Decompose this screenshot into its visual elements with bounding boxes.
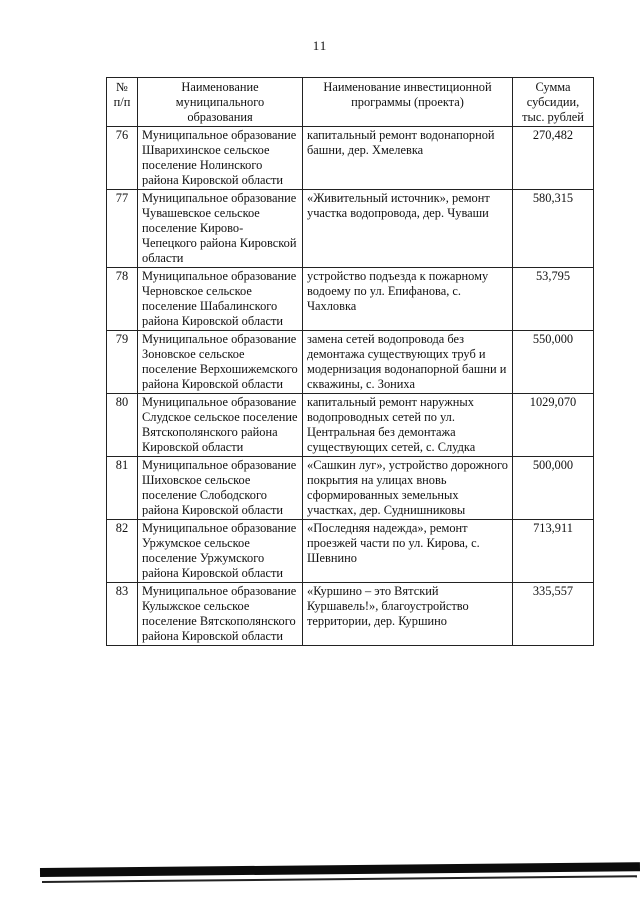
table-row	[107, 520, 594, 583]
scan-edge-line	[42, 875, 637, 883]
municipality-cell: Муниципальное образование Уржумское сельское поселение Уржумского района Кировской области	[138, 520, 303, 583]
row-number: 77	[107, 190, 138, 268]
municipality-cell: Муниципальное образование Зоновское сельское поселение Верхошижемского района Кировской области	[138, 331, 303, 394]
program-cell: устройство подъезда к пожарному водоему по ул. Епифанова, с. Чахловка	[303, 268, 513, 331]
municipality-cell: Муниципальное образование Шиховское сельское поселение Слободского района Кировской области	[138, 457, 303, 520]
header-number: № п/п	[107, 78, 138, 127]
table-row	[107, 457, 594, 520]
table-row	[107, 394, 594, 457]
table-row	[107, 331, 594, 394]
table-row	[107, 190, 594, 268]
row-number: 83	[107, 583, 138, 646]
sum-cell: 53,795	[513, 268, 594, 331]
program-cell: «Последняя надежда», ремонт проезжей части по ул. Кирова, с. Шевнино	[303, 520, 513, 583]
subsidy-table	[106, 77, 594, 646]
program-cell: «Сашкин луг», устройство дорожного покрытия на улицах вновь сформированных земельных участках, дер. Суднишниковы	[303, 457, 513, 520]
table-row	[107, 127, 594, 190]
table-row	[107, 583, 594, 646]
sum-cell: 335,557	[513, 583, 594, 646]
header-municipality: Наименование муниципального образования	[138, 78, 303, 127]
row-number: 78	[107, 268, 138, 331]
municipality-cell: Муниципальное образование Шварихинское сельское поселение Нолинского района Кировской области	[138, 127, 303, 190]
row-number: 80	[107, 394, 138, 457]
municipality-cell: Муниципальное образование Чувашевское сельское поселение Кирово-Чепецкого района Кировской области	[138, 190, 303, 268]
sum-cell: 270,482	[513, 127, 594, 190]
row-number: 79	[107, 331, 138, 394]
scan-edge-bar	[40, 862, 640, 877]
table-row	[107, 268, 594, 331]
sum-cell: 1029,070	[513, 394, 594, 457]
table-header-row	[107, 78, 594, 127]
sum-cell: 500,000	[513, 457, 594, 520]
row-number: 76	[107, 127, 138, 190]
program-cell: замена сетей водопровода без демонтажа существующих труб и модернизация водонапорной башни и скважины, с. Зониха	[303, 331, 513, 394]
sum-cell: 550,000	[513, 331, 594, 394]
sum-cell: 713,911	[513, 520, 594, 583]
page-number: 11	[312, 38, 328, 53]
sum-cell: 580,315	[513, 190, 594, 268]
header-program: Наименование инвестиционной программы (проекта)	[303, 78, 513, 127]
row-number: 82	[107, 520, 138, 583]
program-cell: «Живительный источник», ремонт участка водопровода, дер. Чуваши	[303, 190, 513, 268]
municipality-cell: Муниципальное образование Черновское сельское поселение Шабалинского района Кировской области	[138, 268, 303, 331]
row-number: 81	[107, 457, 138, 520]
municipality-cell: Муниципальное образование Кулыжское сельское поселение Вятскополянского района Кировской области	[138, 583, 303, 646]
program-cell: капитальный ремонт водонапорной башни, дер. Хмелевка	[303, 127, 513, 190]
header-sum: Сумма субсидии, тыс. рублей	[513, 78, 594, 127]
program-cell: «Куршино – это Вятский Куршавель!», благоустройство территории, дер. Куршино	[303, 583, 513, 646]
program-cell: капитальный ремонт наружных водопроводных сетей по ул. Центральная без демонтажа существующих сетей, с. Слудка	[303, 394, 513, 457]
municipality-cell: Муниципальное образование Слудское сельское поселение Вятскополянского района Кировской области	[138, 394, 303, 457]
